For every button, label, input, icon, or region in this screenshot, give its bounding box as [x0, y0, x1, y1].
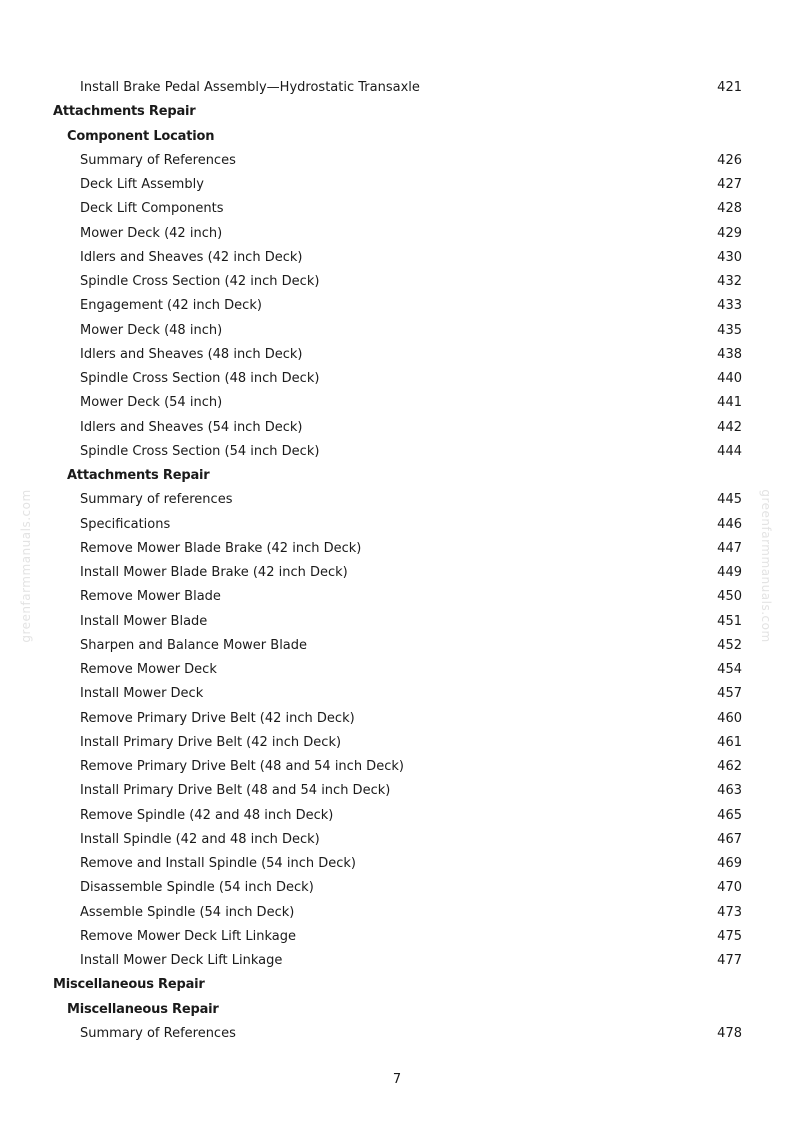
- toc-entry-page: 452: [717, 637, 742, 653]
- toc-entry[interactable]: [0, 270, 794, 294]
- toc-entry-title: Install Primary Drive Belt (42 inch Deck): [80, 734, 342, 750]
- toc-entry[interactable]: [0, 343, 794, 367]
- toc-entry-title: Deck Lift Assembly: [80, 177, 204, 192]
- toc-entry[interactable]: [0, 440, 794, 464]
- toc-entry-title: Install Primary Drive Belt (48 and 54 inch Deck): [80, 783, 391, 799]
- toc-entry-page: 473: [717, 904, 742, 920]
- toc-entry-title: Engagement (42 inch Deck): [80, 298, 262, 314]
- toc-entry-page: 441: [717, 395, 742, 411]
- toc-entry-title: Attachments Repair: [67, 468, 210, 483]
- toc-entry[interactable]: [0, 585, 794, 609]
- toc-entry-title: Install Spindle (42 and 48 inch Deck): [80, 831, 320, 847]
- toc-entry[interactable]: [0, 658, 794, 682]
- toc-entry-title: Component Location: [67, 128, 215, 144]
- toc-entry[interactable]: [0, 76, 794, 100]
- toc-entry[interactable]: [0, 222, 794, 246]
- toc-entry-page: 454: [717, 662, 742, 677]
- watermark-left: greenfarmmanuals.com: [19, 489, 33, 643]
- toc-entry-page: 450: [717, 589, 742, 605]
- toc-entry-title: Deck Lift Components: [80, 201, 224, 217]
- toc-entry[interactable]: [0, 416, 794, 440]
- toc-entry-page: 463: [717, 783, 742, 799]
- toc-entry-page: 435: [717, 322, 742, 338]
- toc-entry[interactable]: [0, 804, 794, 828]
- toc-entry[interactable]: [0, 755, 794, 779]
- table-of-contents: [0, 76, 794, 1046]
- toc-entry-page: 421: [717, 80, 742, 95]
- toc-entry[interactable]: [0, 173, 794, 197]
- toc-entry[interactable]: [0, 149, 794, 173]
- toc-entry-title: Remove Primary Drive Belt (42 inch Deck): [80, 710, 355, 726]
- toc-entry-title: Summary of References: [80, 152, 236, 168]
- toc-entry[interactable]: [0, 561, 794, 585]
- toc-entry-page: 462: [717, 759, 742, 774]
- toc-entry-title: Remove Mower Deck: [80, 662, 217, 677]
- toc-entry-title: Specifications: [80, 516, 171, 532]
- toc-entry[interactable]: [0, 1022, 794, 1046]
- toc-entry[interactable]: [0, 925, 794, 949]
- toc-entry[interactable]: [0, 876, 794, 900]
- toc-entry-page: 470: [717, 880, 742, 896]
- toc-entry-title: Spindle Cross Section (54 inch Deck): [80, 443, 320, 459]
- toc-entry[interactable]: [0, 731, 794, 755]
- toc-entry[interactable]: [0, 391, 794, 415]
- toc-entry-title: Remove Mower Blade: [80, 589, 221, 605]
- toc-entry-page: 438: [717, 346, 742, 362]
- toc-entry-title: Disassemble Spindle (54 inch Deck): [80, 880, 314, 896]
- toc-entry-page: 429: [717, 225, 742, 241]
- toc-entry-page: 449: [717, 565, 742, 580]
- toc-entry-title: Remove Mower Blade Brake (42 inch Deck): [80, 540, 362, 556]
- toc-entry[interactable]: [0, 852, 794, 876]
- toc-entry-page: 432: [717, 274, 742, 289]
- toc-entry-page: 477: [717, 953, 742, 968]
- toc-entry-title: Remove Primary Drive Belt (48 and 54 inch Deck): [80, 759, 404, 774]
- toc-entry[interactable]: [0, 828, 794, 852]
- toc-entry-page: 465: [717, 807, 742, 823]
- toc-entry-page: 451: [717, 613, 742, 629]
- toc-entry[interactable]: [0, 513, 794, 537]
- toc-entry[interactable]: [0, 367, 794, 391]
- toc-entry-title: Assemble Spindle (54 inch Deck): [80, 904, 295, 920]
- toc-entry-page: 428: [717, 201, 742, 217]
- toc-entry-title: Mower Deck (54 inch): [80, 395, 223, 411]
- toc-entry-title: Idlers and Sheaves (42 inch Deck): [80, 249, 303, 265]
- toc-entry-title: Remove Spindle (42 and 48 inch Deck): [80, 807, 334, 823]
- toc-entry-title: Sharpen and Balance Mower Blade: [80, 637, 308, 653]
- toc-entry-page: 446: [717, 516, 742, 532]
- toc-entry-title: Summary of References: [80, 1025, 236, 1041]
- toc-entry-page: 460: [717, 710, 742, 726]
- toc-entry-page: 467: [717, 831, 742, 847]
- toc-entry-title: Install Mower Deck: [80, 686, 204, 702]
- toc-entry-page: 478: [717, 1025, 742, 1041]
- toc-entry-page: 430: [717, 249, 742, 265]
- toc-entry-page: 447: [717, 540, 742, 556]
- toc-heading: [0, 100, 794, 124]
- toc-entry[interactable]: [0, 488, 794, 512]
- toc-entry[interactable]: [0, 197, 794, 221]
- toc-entry-title: Install Mower Blade Brake (42 inch Deck): [80, 565, 348, 580]
- toc-entry-page: 457: [717, 686, 742, 702]
- toc-entry-title: Spindle Cross Section (48 inch Deck): [80, 371, 320, 386]
- toc-entry-title: Mower Deck (48 inch): [80, 322, 223, 338]
- toc-entry-page: 427: [717, 177, 742, 192]
- toc-entry-title: Install Brake Pedal Assembly—Hydrostatic Transaxle: [80, 80, 420, 95]
- toc-entry[interactable]: [0, 682, 794, 706]
- toc-entry[interactable]: [0, 319, 794, 343]
- watermark-right: greenfarmmanuals.com: [759, 489, 773, 643]
- toc-entry-title: Install Mower Blade: [80, 613, 208, 629]
- toc-entry[interactable]: [0, 707, 794, 731]
- toc-entry[interactable]: [0, 610, 794, 634]
- toc-entry-title: Spindle Cross Section (42 inch Deck): [80, 274, 320, 289]
- page-number: 7: [392, 1072, 402, 1087]
- toc-entry[interactable]: [0, 294, 794, 318]
- toc-entry-title: Mower Deck (42 inch): [80, 225, 223, 241]
- toc-entry[interactable]: [0, 949, 794, 973]
- toc-heading: [0, 998, 794, 1022]
- toc-entry[interactable]: [0, 901, 794, 925]
- toc-entry-page: 475: [717, 928, 742, 944]
- toc-entry[interactable]: [0, 779, 794, 803]
- toc-entry-title: Remove and Install Spindle (54 inch Deck): [80, 856, 356, 871]
- toc-entry[interactable]: [0, 246, 794, 270]
- toc-entry-page: 444: [717, 443, 742, 459]
- toc-heading: [0, 464, 794, 488]
- toc-entry-page: 426: [717, 152, 742, 168]
- toc-entry-title: Install Mower Deck Lift Linkage: [80, 953, 283, 968]
- toc-entry-title: Idlers and Sheaves (54 inch Deck): [80, 419, 303, 435]
- toc-entry[interactable]: [0, 634, 794, 658]
- toc-entry-page: 433: [717, 298, 742, 314]
- toc-entry-title: Attachments Repair: [53, 104, 196, 120]
- toc-entry-title: Remove Mower Deck Lift Linkage: [80, 928, 297, 944]
- toc-entry-title: Idlers and Sheaves (48 inch Deck): [80, 346, 303, 362]
- toc-entry-page: 461: [717, 734, 742, 750]
- toc-heading: [0, 125, 794, 149]
- toc-entry-title: Miscellaneous Repair: [67, 1001, 219, 1017]
- toc-entry[interactable]: [0, 537, 794, 561]
- toc-entry-page: 440: [717, 371, 742, 386]
- toc-entry-title: Miscellaneous Repair: [53, 977, 205, 993]
- toc-entry-page: 469: [717, 856, 742, 871]
- toc-entry-page: 442: [717, 419, 742, 435]
- toc-entry-page: 445: [717, 492, 742, 508]
- toc-entry-title: Summary of references: [80, 492, 233, 508]
- toc-heading: [0, 973, 794, 997]
